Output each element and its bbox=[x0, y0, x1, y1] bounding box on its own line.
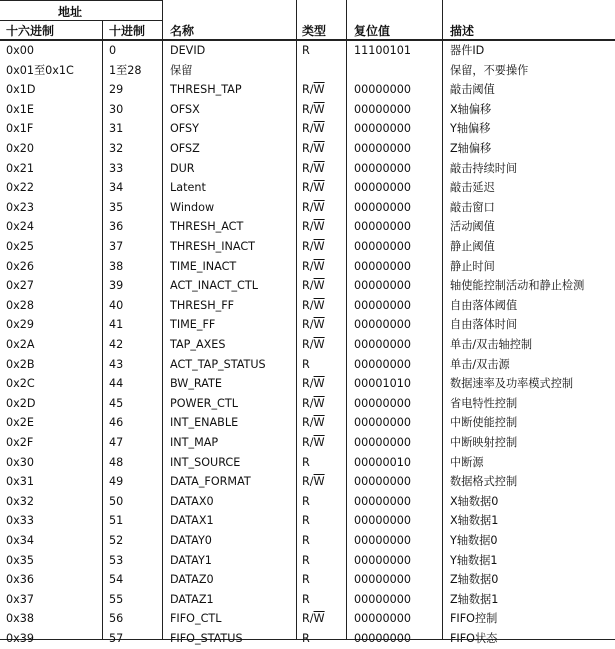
type-read: R bbox=[302, 632, 310, 645]
table-row bbox=[0, 237, 615, 257]
cell-hex: 0x39 bbox=[6, 632, 34, 645]
cell-dec: 56 bbox=[109, 612, 124, 626]
type-read: R bbox=[302, 553, 310, 567]
table-row bbox=[0, 492, 615, 512]
table-row bbox=[0, 315, 615, 335]
type-read: R bbox=[302, 514, 310, 528]
cell-hex: 0x31 bbox=[6, 475, 34, 489]
cell-hex: 0x26 bbox=[6, 259, 34, 273]
cell-dec: 34 bbox=[109, 181, 124, 195]
cell-reset: 00000010 bbox=[354, 455, 411, 469]
cell-reset: 00000000 bbox=[354, 161, 411, 175]
cell-hex: 0x2D bbox=[6, 396, 36, 410]
cell-desc: X轴数据0 bbox=[450, 494, 499, 508]
type-read: R/ bbox=[302, 612, 314, 626]
cell-desc: 自由落体时间 bbox=[450, 318, 518, 332]
cell-desc: 静止时间 bbox=[450, 259, 495, 273]
cell-name: DATAX0 bbox=[170, 494, 214, 508]
cell-name: DATAY1 bbox=[170, 553, 212, 567]
cell-name: DATAY0 bbox=[170, 534, 212, 547]
cell-type bbox=[302, 119, 325, 139]
cell-desc: 中断使能控制 bbox=[450, 416, 518, 430]
cell-reset: 00000000 bbox=[354, 357, 411, 371]
cell-desc: FIFO状态 bbox=[450, 632, 498, 645]
type-write: $\overline{W}$ bbox=[313, 298, 325, 312]
cell-dec: 44 bbox=[109, 377, 124, 391]
cell-hex: 0x2E bbox=[6, 416, 34, 430]
type-read: R/ bbox=[302, 475, 314, 489]
cell-name: Latent bbox=[170, 181, 206, 195]
type-write: $\overline{W}$ bbox=[313, 612, 325, 626]
cell-dec: 38 bbox=[109, 259, 124, 273]
cell-type bbox=[302, 492, 310, 512]
cell-name: FIFO_CTL bbox=[170, 612, 222, 626]
cell-name: INT_SOURCE bbox=[170, 455, 241, 469]
table-row bbox=[0, 374, 615, 394]
cell-hex: 0x21 bbox=[6, 161, 34, 175]
cell-reset: 00000000 bbox=[354, 632, 411, 645]
cell-dec: 39 bbox=[109, 279, 124, 293]
table-row bbox=[0, 119, 615, 139]
cell-hex: 0x22 bbox=[6, 181, 34, 195]
cell-dec: 50 bbox=[109, 494, 124, 508]
cell-hex: 0x20 bbox=[6, 142, 34, 155]
cell-dec: 30 bbox=[109, 102, 124, 116]
type-write: $\overline{W}$ bbox=[313, 318, 325, 332]
cell-name: OFSX bbox=[170, 102, 200, 116]
table-row bbox=[0, 159, 615, 179]
cell-hex: 0x32 bbox=[6, 494, 34, 508]
cell-name: DATA_FORMAT bbox=[170, 475, 251, 489]
cell-name: INT_ENABLE bbox=[170, 416, 239, 430]
cell-reset: 00000000 bbox=[354, 396, 411, 410]
cell-name: POWER_CTL bbox=[170, 396, 238, 410]
cell-type bbox=[302, 100, 325, 120]
cell-name: ACT_TAP_STATUS bbox=[170, 357, 266, 371]
cell-reset: 00000000 bbox=[354, 416, 411, 430]
table-row bbox=[0, 296, 615, 316]
type-read: R bbox=[302, 494, 310, 508]
cell-type bbox=[302, 629, 310, 649]
table-row bbox=[0, 433, 615, 453]
cell-type bbox=[302, 315, 325, 335]
cell-desc: 保留，不要操作 bbox=[450, 63, 529, 77]
cell-desc: FIFO控制 bbox=[450, 612, 498, 626]
cell-desc: 中断映射控制 bbox=[450, 436, 518, 449]
cell-name: Window bbox=[170, 200, 215, 214]
divider bbox=[0, 0, 162, 1]
cell-dec: 43 bbox=[109, 357, 124, 371]
cell-dec: 32 bbox=[109, 142, 124, 155]
type-write: $\overline{W}$ bbox=[313, 279, 325, 293]
cell-desc: 数据格式控制 bbox=[450, 475, 518, 489]
cell-type bbox=[302, 159, 325, 179]
cell-reset: 00000000 bbox=[354, 142, 411, 155]
cell-desc: 敲击窗口 bbox=[450, 200, 495, 214]
cell-reset: 00000000 bbox=[354, 102, 411, 116]
type-read: R/ bbox=[302, 396, 314, 410]
cell-dec: 57 bbox=[109, 632, 124, 645]
type-write: $\overline{W}$ bbox=[313, 377, 325, 391]
type-read: R bbox=[302, 357, 310, 371]
cell-name: OFSZ bbox=[170, 142, 200, 155]
cell-name: THRESH_ACT bbox=[170, 220, 244, 234]
cell-hex: 0x34 bbox=[6, 534, 34, 547]
cell-dec: 41 bbox=[109, 318, 124, 332]
cell-reset: 00000000 bbox=[354, 436, 411, 449]
type-read: R/ bbox=[302, 240, 314, 253]
cell-reset: 00000000 bbox=[354, 240, 411, 253]
cell-desc: 中断源 bbox=[450, 455, 484, 469]
cell-name: THRESH_TAP bbox=[170, 83, 242, 97]
cell-desc: Z轴数据0 bbox=[450, 573, 499, 587]
cell-dec: 42 bbox=[109, 338, 124, 351]
type-read: R/ bbox=[302, 279, 314, 293]
cell-desc: 单击/双击源 bbox=[450, 357, 510, 371]
cell-type bbox=[302, 80, 325, 100]
type-write: $\overline{W}$ bbox=[313, 475, 325, 489]
cell-desc: 单击/双击轴控制 bbox=[450, 338, 533, 351]
type-write: $\overline{W}$ bbox=[313, 240, 325, 253]
table-row bbox=[0, 570, 615, 590]
table-row bbox=[0, 41, 615, 61]
cell-reset: 00000000 bbox=[354, 122, 411, 136]
cell-type bbox=[302, 511, 310, 531]
type-read: R/ bbox=[302, 102, 314, 116]
cell-name: ACT_INACT_CTL bbox=[170, 279, 258, 293]
table-row bbox=[0, 609, 615, 629]
table-row bbox=[0, 394, 615, 414]
type-read: R bbox=[302, 573, 310, 587]
cell-type bbox=[302, 453, 310, 473]
cell-hex: 0x1F bbox=[6, 122, 34, 136]
cell-type bbox=[302, 609, 325, 629]
cell-type bbox=[302, 570, 310, 590]
cell-dec: 47 bbox=[109, 436, 124, 449]
cell-reset: 00000000 bbox=[354, 534, 411, 547]
table-row bbox=[0, 178, 615, 198]
cell-name: INT_MAP bbox=[170, 436, 219, 449]
cell-desc: Y轴数据1 bbox=[450, 553, 498, 567]
cell-type bbox=[302, 374, 325, 394]
cell-desc: X轴偏移 bbox=[450, 102, 492, 116]
cell-dec: 35 bbox=[109, 200, 124, 214]
cell-type bbox=[302, 335, 325, 355]
type-read: R/ bbox=[302, 298, 314, 312]
cell-reset: 00000000 bbox=[354, 612, 411, 626]
type-write: $\overline{W}$ bbox=[313, 142, 325, 155]
cell-type bbox=[302, 139, 325, 159]
table-row bbox=[0, 217, 615, 237]
table-row bbox=[0, 100, 615, 120]
cell-desc: 活动阈值 bbox=[450, 220, 495, 234]
cell-reset: 00000000 bbox=[354, 318, 411, 332]
table-row bbox=[0, 590, 615, 610]
divider bbox=[0, 20, 162, 21]
cell-reset: 00000000 bbox=[354, 259, 411, 273]
cell-reset: 00000000 bbox=[354, 553, 411, 567]
cell-type bbox=[302, 198, 325, 218]
cell-type bbox=[302, 217, 325, 237]
type-write: $\overline{W}$ bbox=[313, 122, 325, 136]
type-read: R/ bbox=[302, 161, 314, 175]
cell-hex: 0x2B bbox=[6, 357, 35, 371]
cell-type bbox=[302, 551, 310, 571]
cell-type bbox=[302, 355, 310, 375]
cell-desc: 敲击持续时间 bbox=[450, 161, 518, 175]
cell-reset: 00001010 bbox=[354, 377, 411, 391]
cell-desc: 器件ID bbox=[450, 44, 485, 57]
type-write: $\overline{W}$ bbox=[313, 181, 325, 195]
type-write: $\overline{W}$ bbox=[313, 102, 325, 116]
cell-type bbox=[302, 433, 325, 453]
table-row bbox=[0, 335, 615, 355]
cell-desc: 敲击延迟 bbox=[450, 181, 495, 195]
type-write: $\overline{W}$ bbox=[313, 200, 325, 214]
type-read: R/ bbox=[302, 318, 314, 332]
type-write: $\overline{W}$ bbox=[313, 83, 325, 97]
cell-hex: 0x27 bbox=[6, 279, 34, 293]
cell-desc: Y轴偏移 bbox=[450, 122, 491, 136]
cell-type bbox=[302, 394, 325, 414]
cell-desc: 静止阈值 bbox=[450, 240, 495, 253]
cell-hex: 0x37 bbox=[6, 592, 34, 606]
cell-hex: 0x29 bbox=[6, 318, 34, 332]
cell-dec: 40 bbox=[109, 298, 124, 312]
header-hex: 十六进制 bbox=[6, 24, 55, 38]
cell-dec: 49 bbox=[109, 475, 124, 489]
cell-desc: Z轴数据1 bbox=[450, 592, 499, 606]
table-row bbox=[0, 355, 615, 375]
type-read: R/ bbox=[302, 259, 314, 273]
cell-type bbox=[302, 257, 325, 277]
type-read: R/ bbox=[302, 83, 314, 97]
cell-reset: 00000000 bbox=[354, 181, 411, 195]
cell-reset: 00000000 bbox=[354, 494, 411, 508]
cell-type bbox=[302, 472, 325, 492]
table-row bbox=[0, 276, 615, 296]
cell-reset: 00000000 bbox=[354, 279, 411, 293]
table-row bbox=[0, 511, 615, 531]
cell-desc: 自由落体阈值 bbox=[450, 298, 518, 312]
header-name: 名称 bbox=[170, 24, 195, 38]
table-row bbox=[0, 453, 615, 473]
cell-dec: 48 bbox=[109, 455, 124, 469]
cell-name: TIME_FF bbox=[170, 318, 216, 332]
cell-reset: 11100101 bbox=[354, 44, 411, 57]
type-read: R/ bbox=[302, 122, 314, 136]
cell-reset: 00000000 bbox=[354, 220, 411, 234]
table-row bbox=[0, 139, 615, 159]
table-row bbox=[0, 61, 615, 81]
cell-type bbox=[302, 237, 325, 257]
cell-desc: 敲击阈值 bbox=[450, 83, 495, 97]
type-read: R bbox=[302, 592, 310, 606]
cell-name: DEVID bbox=[170, 44, 206, 57]
cell-hex: 0x30 bbox=[6, 455, 34, 469]
cell-desc: Z轴偏移 bbox=[450, 142, 492, 155]
cell-reset: 00000000 bbox=[354, 573, 411, 587]
cell-type bbox=[302, 413, 325, 433]
cell-hex: 0x35 bbox=[6, 553, 34, 567]
table-row bbox=[0, 80, 615, 100]
type-write: $\overline{W}$ bbox=[313, 416, 325, 430]
cell-hex: 0x23 bbox=[6, 200, 34, 214]
cell-dec: 33 bbox=[109, 161, 124, 175]
cell-reset: 00000000 bbox=[354, 592, 411, 606]
cell-reset: 00000000 bbox=[354, 83, 411, 97]
type-read: R/ bbox=[302, 377, 314, 391]
cell-name: DATAZ1 bbox=[170, 592, 214, 606]
cell-dec: 51 bbox=[109, 514, 124, 528]
cell-hex: 0x36 bbox=[6, 573, 34, 587]
type-read: R/ bbox=[302, 142, 314, 155]
header-reset: 复位值 bbox=[354, 24, 391, 38]
cell-reset: 00000000 bbox=[354, 298, 411, 312]
cell-hex: 0x24 bbox=[6, 220, 34, 234]
header-dec: 十进制 bbox=[109, 24, 146, 38]
cell-hex: 0x33 bbox=[6, 514, 34, 528]
type-write: $\overline{W}$ bbox=[313, 259, 325, 273]
cell-hex: 0x01至0x1C bbox=[6, 63, 74, 77]
cell-type bbox=[302, 41, 310, 61]
cell-hex: 0x00 bbox=[6, 44, 34, 57]
cell-dec: 1至28 bbox=[109, 63, 142, 77]
cell-hex: 0x2F bbox=[6, 436, 34, 449]
type-read: R bbox=[302, 455, 310, 469]
table-row bbox=[0, 551, 615, 571]
table-row bbox=[0, 413, 615, 433]
cell-reset: 00000000 bbox=[354, 475, 411, 489]
cell-hex: 0x38 bbox=[6, 612, 34, 626]
type-read: R/ bbox=[302, 220, 314, 234]
cell-dec: 52 bbox=[109, 534, 124, 547]
type-read: R bbox=[302, 44, 310, 57]
header-type: 类型 bbox=[302, 24, 327, 38]
cell-hex: 0x25 bbox=[6, 240, 34, 253]
type-read: R/ bbox=[302, 436, 314, 449]
type-read: R bbox=[302, 534, 310, 547]
table-row bbox=[0, 629, 615, 649]
cell-dec: 37 bbox=[109, 240, 124, 253]
table-row bbox=[0, 257, 615, 277]
cell-hex: 0x1E bbox=[6, 102, 34, 116]
cell-dec: 53 bbox=[109, 553, 124, 567]
cell-desc: 省电特性控制 bbox=[450, 396, 518, 410]
cell-name: THRESH_INACT bbox=[170, 240, 255, 253]
type-read: R/ bbox=[302, 200, 314, 214]
cell-name: DUR bbox=[170, 161, 195, 175]
cell-name: 保留 bbox=[170, 63, 193, 77]
cell-reset: 00000000 bbox=[354, 338, 411, 351]
cell-type bbox=[302, 276, 325, 296]
cell-hex: 0x1D bbox=[6, 83, 36, 97]
cell-type bbox=[302, 178, 325, 198]
cell-name: BW_RATE bbox=[170, 377, 222, 391]
cell-desc: X轴数据1 bbox=[450, 514, 499, 528]
type-write: $\overline{W}$ bbox=[313, 338, 325, 351]
cell-dec: 46 bbox=[109, 416, 124, 430]
table-row bbox=[0, 472, 615, 492]
cell-desc: Y轴数据0 bbox=[450, 534, 498, 547]
cell-reset: 00000000 bbox=[354, 200, 411, 214]
header-desc: 描述 bbox=[450, 24, 475, 38]
table-row bbox=[0, 531, 615, 551]
cell-name: TAP_AXES bbox=[170, 338, 226, 351]
cell-reset: 00000000 bbox=[354, 514, 411, 528]
cell-dec: 45 bbox=[109, 396, 124, 410]
type-read: R/ bbox=[302, 416, 314, 430]
cell-type bbox=[302, 296, 325, 316]
cell-name: FIFO_STATUS bbox=[170, 632, 243, 645]
cell-name: DATAX1 bbox=[170, 514, 214, 528]
type-write: $\overline{W}$ bbox=[313, 396, 325, 410]
cell-dec: 55 bbox=[109, 592, 124, 606]
cell-hex: 0x2C bbox=[6, 377, 35, 391]
cell-dec: 54 bbox=[109, 573, 124, 587]
type-read: R/ bbox=[302, 338, 314, 351]
cell-desc: 轴使能控制活动和静止检测 bbox=[450, 279, 585, 293]
cell-name: DATAZ0 bbox=[170, 573, 214, 587]
cell-type bbox=[302, 590, 310, 610]
type-write: $\overline{W}$ bbox=[313, 436, 325, 449]
cell-type bbox=[302, 531, 310, 551]
type-write: $\overline{W}$ bbox=[313, 161, 325, 175]
cell-dec: 31 bbox=[109, 122, 124, 136]
cell-hex: 0x2A bbox=[6, 338, 35, 351]
header-address: 地址 bbox=[58, 5, 83, 19]
cell-hex: 0x28 bbox=[6, 298, 34, 312]
cell-name: OFSY bbox=[170, 122, 199, 136]
cell-desc: 数据速率及功率模式控制 bbox=[450, 377, 574, 391]
cell-name: THRESH_FF bbox=[170, 298, 235, 312]
type-read: R/ bbox=[302, 181, 314, 195]
cell-dec: 36 bbox=[109, 220, 124, 234]
cell-dec: 0 bbox=[109, 44, 117, 57]
table-row bbox=[0, 198, 615, 218]
cell-dec: 29 bbox=[109, 83, 124, 97]
type-write: $\overline{W}$ bbox=[313, 220, 325, 234]
cell-name: TIME_INACT bbox=[170, 259, 237, 273]
